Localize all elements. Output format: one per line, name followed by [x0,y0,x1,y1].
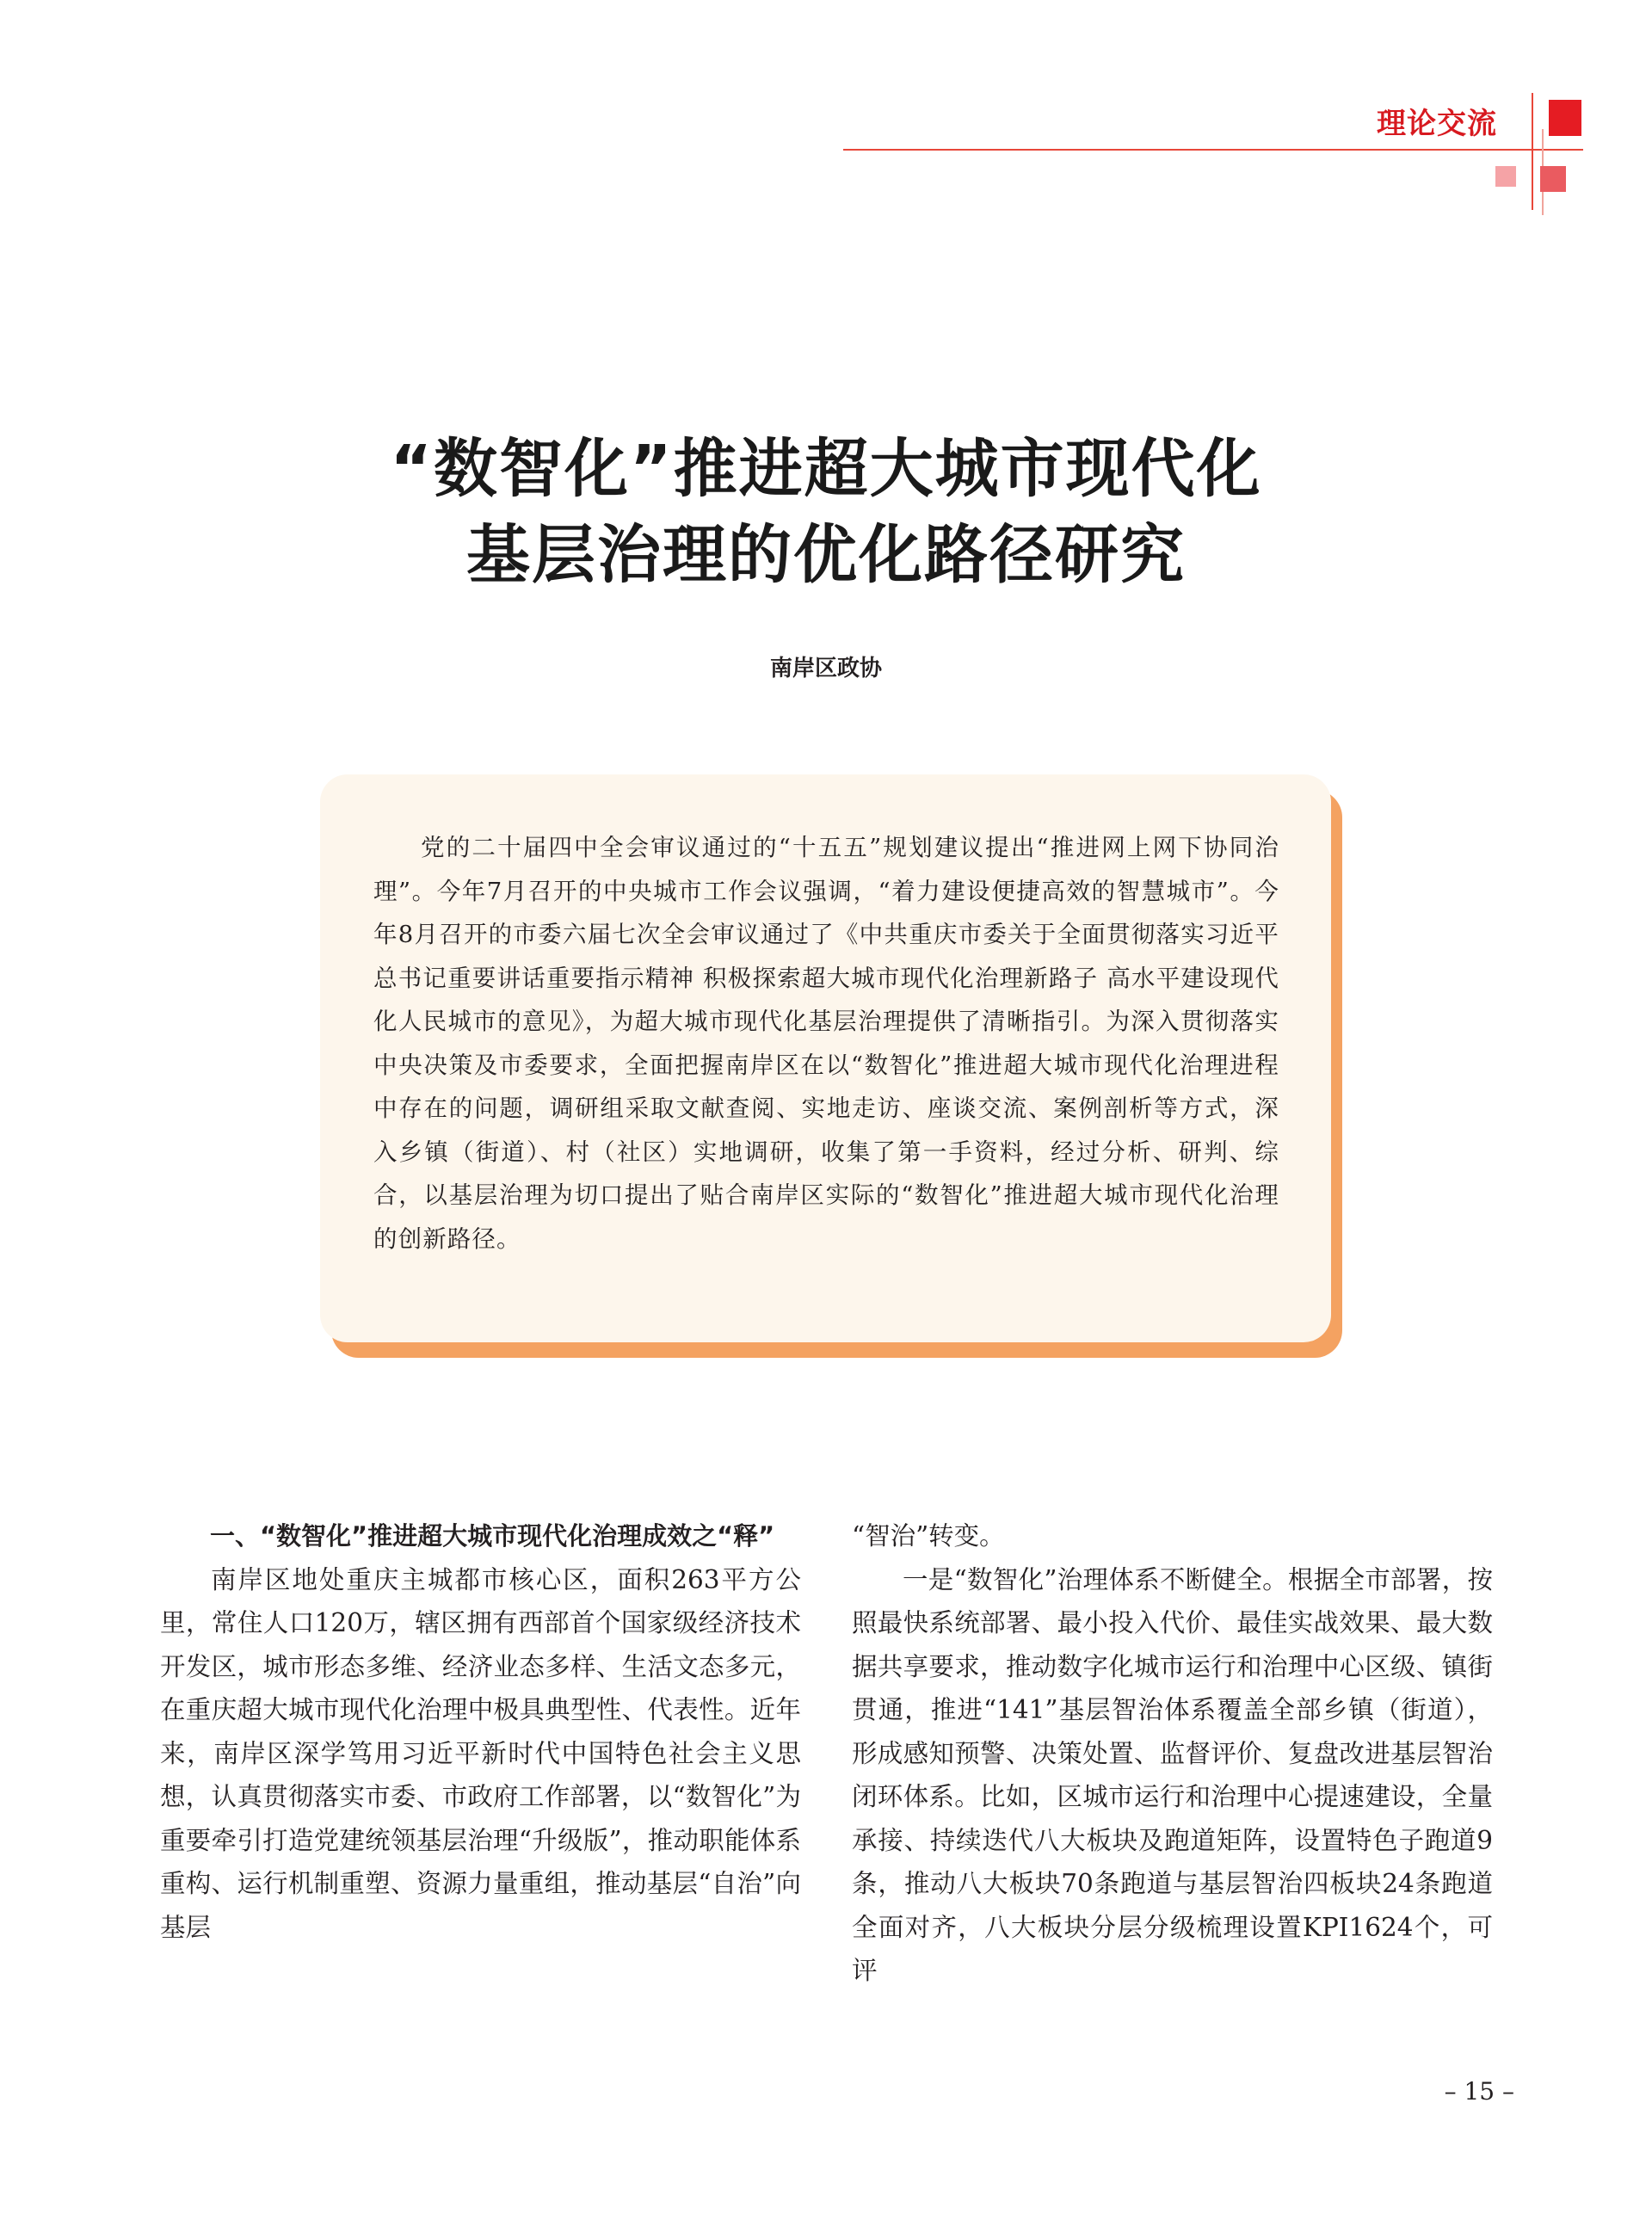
page-number: – 15 – [1444,2077,1514,2106]
header-rule [843,149,1583,151]
abstract-box [320,774,1331,1342]
body-column-right [852,1514,1493,1993]
header-red-square [1549,100,1581,136]
title-line-2: 基层治理的优化路径研究 [466,518,1186,592]
section-tag: 理论交流 [1377,107,1497,141]
body-column-left [160,1514,801,1949]
article-title [172,426,1480,598]
body-paragraph-continued: “智治”转变。 [852,1521,1005,1551]
body-paragraph: 一是“数智化”治理体系不断健全。根据全市部署，按照最快系统部署、最小投入代价、最佳实战效果、最大数据共享要求，推动数字化城市运行和治理中心区级、镇街贯通，推进“141”基层智治体系覆盖全部乡镇（街道），形成感知预警、决策处置、监督评价、复盘改进基层智治闭环体系。比如，区城市运行和治理中心提速建设，全量承接、持续迭代八大板块及跑道矩阵，设置特色子跑道9条，推动八大板块70条跑道与基层智治四板块24条跑道全面对齐，八大板块分层分级梳理设置KPI1624个，可评 [852,1564,1493,1985]
body-paragraph: 南岸区地处重庆主城都市核心区，面积263平方公里，常住人口120万，辖区拥有西部首个国家级经济技术开发区，城市形态多维、经济业态多样、生活文态多元，在重庆超大城市现代化治理中极具典型性、代表性。近年来，南岸区深学笃用习近平新时代中国特色社会主义思想，认真贯彻落实市委、市政府工作部署，以“数智化”为重要牵引打造党建统领基层治理“升级版”，推动职能体系重构、运行机制重塑、资源力量重组，推动基层“自治”向基层 [160,1564,801,1942]
abstract-text: 党的二十届四中全会审议通过的“十五五”规划建议提出“推进网上网下协同治理”。今年7月召开的中央城市工作会议强调，“着力建设便捷高效的智慧城市”。今年8月召开的市委六届七次全会审议通过了《中共重庆市委关于全面贯彻落实习近平总书记重要讲话重要指示精神 积极探索超大城市现代化治理新路子 高水平建设现代化人民城市的意见》，为超大城市现代化基层治理提供了清晰指引。为深入贯彻落实中央决策及市委要求，全面把握南岸区在以“数智化”推进超大城市现代化治理进程中存在的问题，调研组采取文献查阅、实地走访、座谈交流、案例剖析等方式，深入乡镇（街道）、村（社区）实地调研，收集了第一手资料，经过分析、研判、综合，以基层治理为切口提出了贴合南岸区实际的“数智化”推进超大城市现代化治理的创新路径。 [373,834,1279,1253]
header-pink-square [1495,166,1516,187]
article-author: 南岸区政协 [769,656,882,681]
header-vertical-rule [1532,93,1533,210]
section-heading: 一、“数智化”推进超大城市现代化治理成效之“释” [210,1521,775,1551]
header-red-small-square [1540,166,1566,192]
title-line-1: “数智化”推进超大城市现代化 [390,432,1262,506]
